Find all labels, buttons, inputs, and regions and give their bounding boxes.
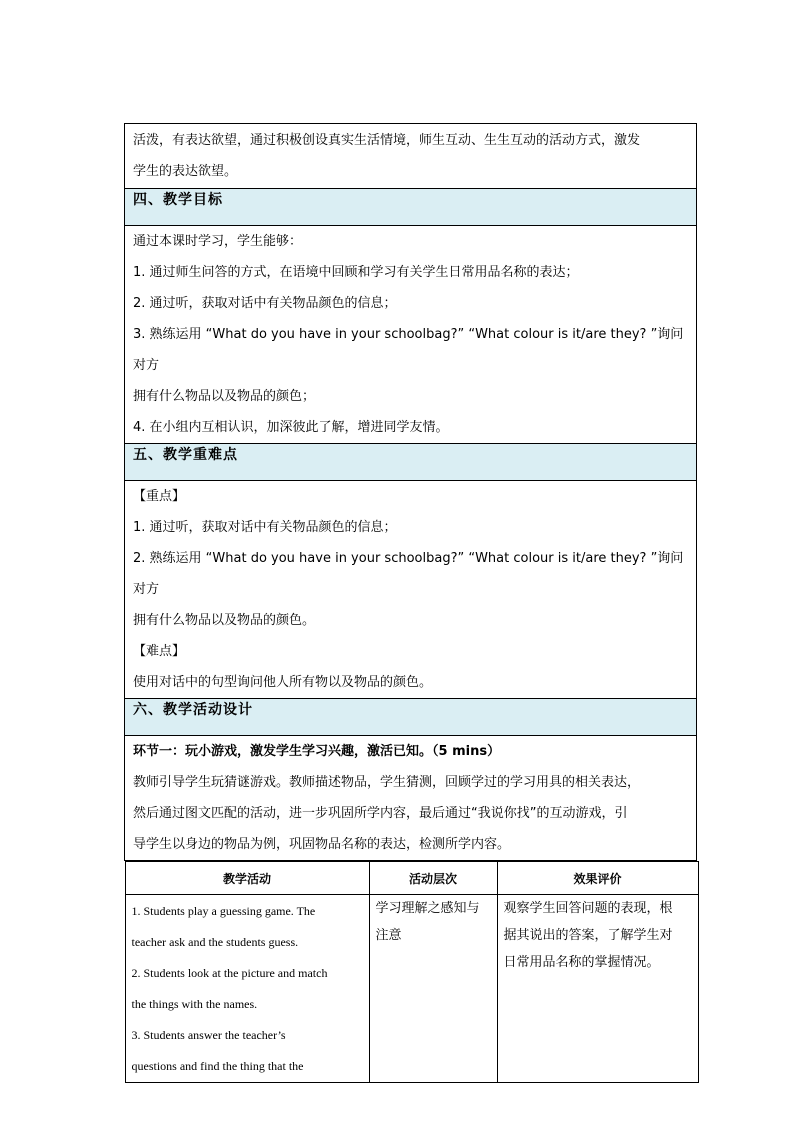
document-page: [124, 123, 697, 1083]
step-title: 环节一：玩小游戏，激发学生学习兴趣，激活已知。（5 mins）: [133, 744, 501, 759]
text-line: 学生的表达欲望。: [133, 164, 238, 179]
text-line: 3. Students answer the teacher’s: [131, 1028, 286, 1042]
key-item: 拥有什么物品以及物品的颜色。: [133, 613, 316, 628]
text-line: 通过本课时学习，学生能够：: [133, 234, 303, 249]
key-item: 2. 熟练运用 “What do you have in your schoolbag?” “What colour is it/are they? ”询问对方: [133, 551, 684, 597]
text-line: 日常用品名称的掌握情况。: [503, 955, 660, 970]
step-desc-line: 教师引导学生玩猜谜游戏。教师描述物品，学生猜测，回顾学过的学习用具的相关表达，: [133, 775, 641, 790]
text-line: 学习理解之感知与: [375, 901, 480, 916]
col-header-activity: 教学活动: [125, 862, 369, 895]
activity-level: [369, 895, 497, 1083]
section-title: 四、教学目标: [133, 192, 223, 208]
step-desc-line: 导学生以身边的物品为例，巩固物品名称的表达，检测所学内容。: [133, 837, 511, 852]
text-line: 观察学生回答问题的表现，根: [503, 901, 673, 916]
section-header-objectives: [125, 189, 697, 226]
difficulty-label: 【难点】: [133, 644, 186, 659]
objective-item: 1. 通过师生问答的方式，在语境中回顾和学习有关学生日常用品名称的表达；: [133, 265, 579, 280]
col-header-level: 活动层次: [369, 862, 497, 895]
activity-subtable-cell: [125, 861, 697, 1084]
key-label: 【重点】: [133, 489, 186, 504]
text-line: questions and find the thing that the: [131, 1059, 304, 1073]
text-line: 1. Students play a guessing game. The: [131, 904, 316, 918]
section-title: 六、教学活动设计: [133, 702, 253, 718]
lesson-plan-table: [124, 123, 697, 1083]
col-header-evaluation: 效果评价: [497, 862, 698, 895]
text-line: 活泼，有表达欲望，通过积极创设真实生活情境，师生互动、生生互动的活动方式，激发: [133, 133, 641, 148]
key-points-cell: [125, 481, 697, 699]
objectives-cell: [125, 226, 697, 444]
step-desc-line: 然后通过图文匹配的活动，进一步巩固所学内容，最后通过“我说你找”的互动游戏，引: [133, 806, 628, 821]
objective-item: 3. 熟练运用 “What do you have in your schoolbag?” “What colour is it/are they? ”询问对方: [133, 327, 684, 373]
key-item: 1. 通过听，获取对话中有关物品颜色的信息；: [133, 520, 397, 535]
objective-item: 2. 通过听，获取对话中有关物品颜色的信息；: [133, 296, 397, 311]
activity-description: [125, 895, 369, 1083]
objective-item: 4. 在小组内互相认识，加深彼此了解，增进同学友情。: [133, 420, 449, 435]
intro-continued-cell: [125, 124, 697, 189]
activity-step-cell: [125, 736, 697, 861]
activity-evaluation: [497, 895, 698, 1083]
text-line: teacher ask and the students guess.: [131, 935, 299, 949]
difficulty-text: 使用对话中的句型询问他人所有物以及物品的颜色。: [133, 675, 433, 690]
text-line: the things with the names.: [131, 997, 258, 1011]
text-line: 2. Students look at the picture and match: [131, 966, 328, 980]
section-title: 五、教学重难点: [133, 447, 238, 463]
objective-item: 拥有什么物品以及物品的颜色；: [133, 389, 316, 404]
section-header-key-points: [125, 444, 697, 481]
text-line: 注意: [375, 928, 402, 943]
section-header-activities: [125, 699, 697, 736]
activity-table: [125, 861, 699, 1083]
text-line: 据其说出的答案，了解学生对: [503, 928, 673, 943]
